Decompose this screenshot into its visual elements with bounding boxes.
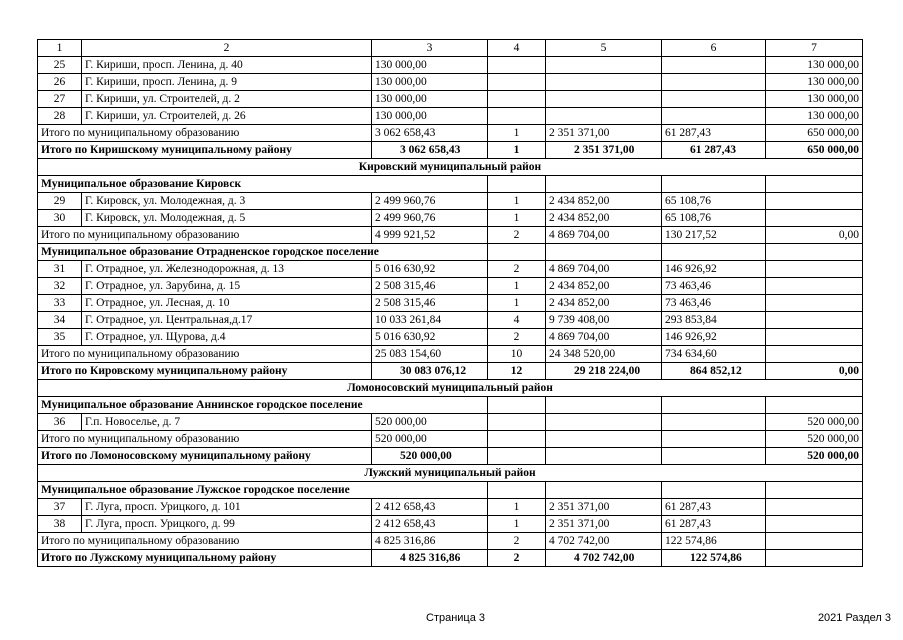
table-cell <box>488 74 546 91</box>
table-cell: 1 <box>488 142 546 159</box>
table-cell <box>766 533 863 550</box>
table-cell <box>662 74 766 91</box>
table-cell: 31 <box>38 261 82 278</box>
table-cell: Г. Отрадное, ул. Железнодорожная, д. 13 <box>82 261 372 278</box>
municipality-header-row <box>38 244 863 261</box>
table-cell: 520 000,00 <box>766 431 863 448</box>
table-cell: Г. Кириши, просп. Ленина, д. 9 <box>82 74 372 91</box>
table-cell: 34 <box>38 312 82 329</box>
empty-cell <box>662 482 766 499</box>
table-cell: Муниципальное образование Аннинское городское поселение <box>38 397 488 414</box>
table-cell: 130 000,00 <box>372 74 488 91</box>
table-cell <box>766 329 863 346</box>
table-cell: Г. Отрадное, ул. Лесная, д. 10 <box>82 295 372 312</box>
table-cell: 2 <box>488 550 546 567</box>
table-cell: 0,00 <box>766 227 863 244</box>
table-cell: 26 <box>38 74 82 91</box>
table-cell: 9 739 408,00 <box>546 312 662 329</box>
table-cell <box>766 210 863 227</box>
table-cell: 73 463,46 <box>662 278 766 295</box>
table-cell: 2 508 315,46 <box>372 295 488 312</box>
table-row <box>38 74 863 91</box>
table-row <box>38 91 863 108</box>
empty-cell <box>662 244 766 261</box>
table-cell: Итого по муниципальному образованию <box>38 346 372 363</box>
table-cell: 2 <box>488 329 546 346</box>
empty-cell <box>766 176 863 193</box>
table-cell: Итого по муниципальному образованию <box>38 533 372 550</box>
table-cell: 4 869 704,00 <box>546 329 662 346</box>
table-cell <box>662 57 766 74</box>
table-row <box>38 312 863 329</box>
header-cell: 7 <box>766 40 863 57</box>
table-cell: 10 <box>488 346 546 363</box>
empty-cell <box>546 397 662 414</box>
table-cell: 130 000,00 <box>766 57 863 74</box>
table-cell <box>546 91 662 108</box>
municipality-total-row <box>38 346 863 363</box>
table-cell: 734 634,60 <box>662 346 766 363</box>
table-cell <box>766 278 863 295</box>
table-cell <box>766 516 863 533</box>
empty-cell <box>488 176 546 193</box>
table-cell: 2 434 852,00 <box>546 193 662 210</box>
table-cell <box>546 57 662 74</box>
table-cell <box>546 74 662 91</box>
table-cell <box>546 431 662 448</box>
table-cell: Г. Луга, просп. Урицкого, д. 101 <box>82 499 372 516</box>
table-cell: 130 000,00 <box>372 108 488 125</box>
table-cell: 29 218 224,00 <box>546 363 662 380</box>
table-cell: 12 <box>488 363 546 380</box>
table-cell: Лужский муниципальный район <box>38 465 863 482</box>
empty-cell <box>662 176 766 193</box>
table-cell <box>766 193 863 210</box>
table-cell <box>662 91 766 108</box>
municipality-header-row <box>38 482 863 499</box>
table-cell: Кировский муниципальный район <box>38 159 863 176</box>
table-cell: 1 <box>488 193 546 210</box>
municipality-total-row <box>38 227 863 244</box>
table-body <box>38 40 863 567</box>
empty-cell <box>766 244 863 261</box>
table-cell: 61 287,43 <box>662 125 766 142</box>
table-row <box>38 261 863 278</box>
table-cell: 4 825 316,86 <box>372 550 488 567</box>
table-cell: 30 083 076,12 <box>372 363 488 380</box>
table-cell: 4 869 704,00 <box>546 227 662 244</box>
table-row <box>38 108 863 125</box>
table-cell: 1 <box>488 210 546 227</box>
table-cell: Итого по муниципальному образованию <box>38 125 372 142</box>
table-cell: 130 000,00 <box>372 91 488 108</box>
table-cell: 4 702 742,00 <box>546 550 662 567</box>
header-row <box>38 40 863 57</box>
table-cell: 520 000,00 <box>372 414 488 431</box>
district-header-row <box>38 380 863 397</box>
empty-cell <box>546 482 662 499</box>
table-cell: Г.п. Новоселье, д. 7 <box>82 414 372 431</box>
table-cell: 146 926,92 <box>662 261 766 278</box>
table-cell <box>546 448 662 465</box>
table-cell: Итого по Ломоносовскому муниципальному району <box>38 448 372 465</box>
table-cell: 650 000,00 <box>766 142 863 159</box>
table-cell: 2 434 852,00 <box>546 278 662 295</box>
table-cell: 29 <box>38 193 82 210</box>
table-cell: 61 287,43 <box>662 142 766 159</box>
table-cell <box>662 431 766 448</box>
empty-cell <box>488 244 546 261</box>
table-cell: Итого по Лужскому муниципальному району <box>38 550 372 567</box>
table-cell: Муниципальное образование Кировск <box>38 176 488 193</box>
table-cell: 36 <box>38 414 82 431</box>
table-cell: 65 108,76 <box>662 210 766 227</box>
table-cell: 2 351 371,00 <box>546 516 662 533</box>
table-cell: 293 853,84 <box>662 312 766 329</box>
table-cell: 1 <box>488 295 546 312</box>
table-cell: 24 348 520,00 <box>546 346 662 363</box>
header-cell: 3 <box>372 40 488 57</box>
district-total-row <box>38 142 863 159</box>
header-cell: 5 <box>546 40 662 57</box>
table-cell: 130 000,00 <box>766 91 863 108</box>
funding-table <box>37 39 863 567</box>
table-cell <box>488 431 546 448</box>
table-cell: 4 869 704,00 <box>546 261 662 278</box>
table-cell: 650 000,00 <box>766 125 863 142</box>
table-row <box>38 57 863 74</box>
district-total-row <box>38 550 863 567</box>
table-cell: 5 016 630,92 <box>372 329 488 346</box>
table-cell: 28 <box>38 108 82 125</box>
table-row <box>38 329 863 346</box>
table-cell: 2 434 852,00 <box>546 210 662 227</box>
table-cell: 4 825 316,86 <box>372 533 488 550</box>
header-cell: 6 <box>662 40 766 57</box>
table-cell: 35 <box>38 329 82 346</box>
table-cell <box>766 295 863 312</box>
municipality-total-row <box>38 125 863 142</box>
table-cell: 4 999 921,52 <box>372 227 488 244</box>
table-cell: Г. Луга, просп. Урицкого, д. 99 <box>82 516 372 533</box>
empty-cell <box>488 482 546 499</box>
table-cell <box>488 448 546 465</box>
table-cell: 2 351 371,00 <box>546 142 662 159</box>
table-cell <box>766 346 863 363</box>
table-cell <box>766 312 863 329</box>
table-cell: 2 412 658,43 <box>372 499 488 516</box>
district-total-row <box>38 448 863 465</box>
district-total-row <box>38 363 863 380</box>
empty-cell <box>662 397 766 414</box>
table-cell: 3 062 658,43 <box>372 142 488 159</box>
header-cell: 4 <box>488 40 546 57</box>
table-cell: 2 351 371,00 <box>546 499 662 516</box>
page-number: Страница 3 <box>426 612 486 624</box>
table-cell: Итого по муниципальному образованию <box>38 227 372 244</box>
table-cell: 33 <box>38 295 82 312</box>
table-cell: 4 <box>488 312 546 329</box>
table-cell: 10 033 261,84 <box>372 312 488 329</box>
table-cell: 2 499 960,76 <box>372 193 488 210</box>
table-cell: 27 <box>38 91 82 108</box>
table-cell <box>488 91 546 108</box>
table-cell <box>488 57 546 74</box>
table-cell: 130 000,00 <box>372 57 488 74</box>
table-cell: Г. Кировск, ул. Молодежная, д. 5 <box>82 210 372 227</box>
table-cell: 25 <box>38 57 82 74</box>
table-cell: 3 062 658,43 <box>372 125 488 142</box>
table-cell: 32 <box>38 278 82 295</box>
table-cell: 38 <box>38 516 82 533</box>
table-cell: 2 <box>488 533 546 550</box>
table-cell: Итого по Кировскому муниципальному району <box>38 363 372 380</box>
table-cell <box>766 550 863 567</box>
table-cell: 2 434 852,00 <box>546 295 662 312</box>
table-cell: Итого по Киришскому муниципальному району <box>38 142 372 159</box>
table-cell: 0,00 <box>766 363 863 380</box>
table-cell: 1 <box>488 516 546 533</box>
table-cell: Г. Отрадное, ул. Зарубина, д. 15 <box>82 278 372 295</box>
table-cell <box>662 108 766 125</box>
municipality-total-row <box>38 533 863 550</box>
municipality-header-row <box>38 176 863 193</box>
table-cell: 864 852,12 <box>662 363 766 380</box>
district-header-row <box>38 465 863 482</box>
table-cell: 25 083 154,60 <box>372 346 488 363</box>
table-cell: 2 351 371,00 <box>546 125 662 142</box>
table-cell: Г. Кириши, ул. Строителей, д. 2 <box>82 91 372 108</box>
table-cell <box>488 108 546 125</box>
table-row <box>38 278 863 295</box>
table-cell: 1 <box>488 278 546 295</box>
table-cell: 4 702 742,00 <box>546 533 662 550</box>
table-cell: Ломоносовский муниципальный район <box>38 380 863 397</box>
table-cell <box>766 499 863 516</box>
table-cell: 2 <box>488 227 546 244</box>
table-cell: 61 287,43 <box>662 499 766 516</box>
table-cell: 2 499 960,76 <box>372 210 488 227</box>
table-cell: 5 016 630,92 <box>372 261 488 278</box>
table-row <box>38 295 863 312</box>
header-cell: 2 <box>82 40 372 57</box>
table-row <box>38 414 863 431</box>
municipality-total-row <box>38 431 863 448</box>
table-cell: 130 000,00 <box>766 74 863 91</box>
table-cell: Муниципальное образование Лужское городское поселение <box>38 482 488 499</box>
header-cell: 1 <box>38 40 82 57</box>
table-cell: 73 463,46 <box>662 295 766 312</box>
table-cell <box>766 261 863 278</box>
table-cell: Г. Кириши, просп. Ленина, д. 40 <box>82 57 372 74</box>
section-label: 2021 Раздел 3 <box>817 612 891 624</box>
table-cell <box>546 108 662 125</box>
table-row <box>38 499 863 516</box>
table-cell: 520 000,00 <box>372 431 488 448</box>
table-cell: 1 <box>488 125 546 142</box>
table-cell <box>662 448 766 465</box>
table-cell: 1 <box>488 499 546 516</box>
table-cell: Г. Отрадное, ул. Центральная,д.17 <box>82 312 372 329</box>
table-cell: 520 000,00 <box>766 414 863 431</box>
table-cell: Г. Кириши, ул. Строителей, д. 26 <box>82 108 372 125</box>
empty-cell <box>546 176 662 193</box>
municipality-header-row <box>38 397 863 414</box>
empty-cell <box>766 482 863 499</box>
table-cell: Итого по муниципальному образованию <box>38 431 372 448</box>
table-cell: 2 412 658,43 <box>372 516 488 533</box>
table-cell: 520 000,00 <box>372 448 488 465</box>
table-cell: 2 <box>488 261 546 278</box>
table-cell <box>546 414 662 431</box>
table-cell: 65 108,76 <box>662 193 766 210</box>
table-row <box>38 193 863 210</box>
empty-cell <box>546 244 662 261</box>
table-cell: 130 000,00 <box>766 108 863 125</box>
district-header-row <box>38 159 863 176</box>
table-cell <box>662 414 766 431</box>
table-cell: 30 <box>38 210 82 227</box>
empty-cell <box>488 397 546 414</box>
table-cell: 146 926,92 <box>662 329 766 346</box>
table-row <box>38 210 863 227</box>
table-cell: 122 574,86 <box>662 550 766 567</box>
table-cell <box>488 414 546 431</box>
empty-cell <box>766 397 863 414</box>
table-cell: Муниципальное образование Отрадненское городское поселение <box>38 244 488 261</box>
table-cell: 37 <box>38 499 82 516</box>
table-cell: 520 000,00 <box>766 448 863 465</box>
table-cell: 122 574,86 <box>662 533 766 550</box>
table-cell: Г. Кировск, ул. Молодежная, д. 3 <box>82 193 372 210</box>
table-cell: 61 287,43 <box>662 516 766 533</box>
table-cell: Г. Отрадное, ул. Щурова, д.4 <box>82 329 372 346</box>
table-cell: 130 217,52 <box>662 227 766 244</box>
table-cell: 2 508 315,46 <box>372 278 488 295</box>
table-row <box>38 516 863 533</box>
